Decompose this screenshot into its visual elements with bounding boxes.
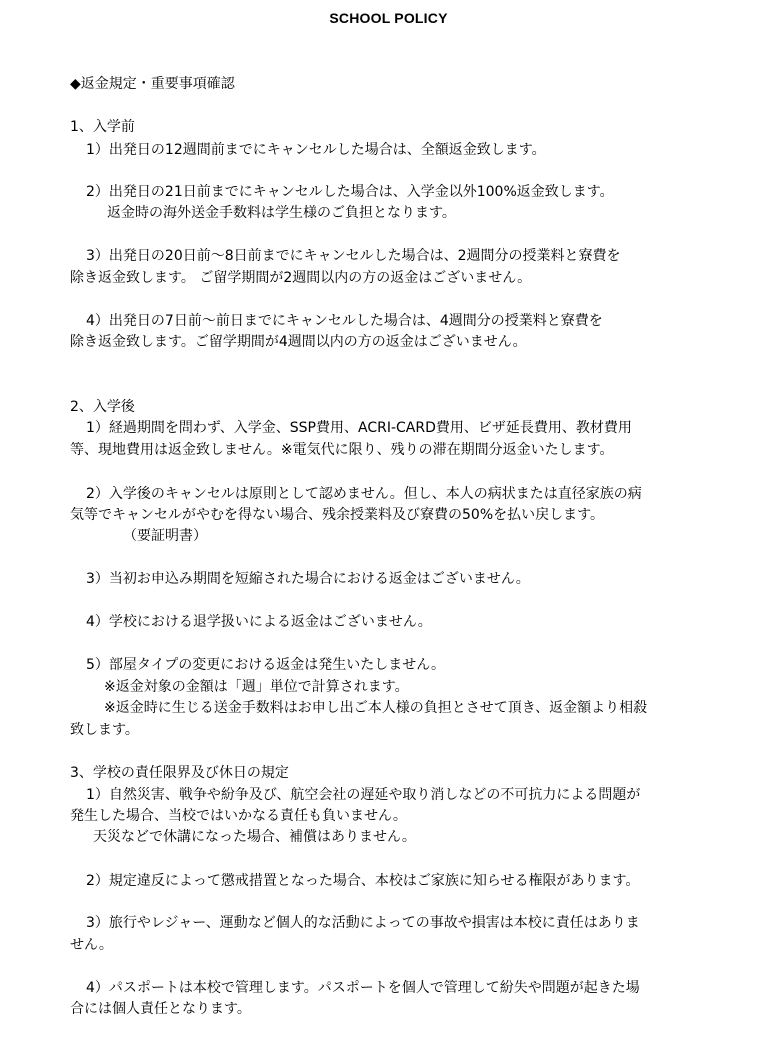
policy-line: 2）入学後のキャンセルは原則として認めません。但し、本人の病状または直径家族の病 [86, 486, 642, 502]
policy-line: 4）出発日の7日前～前日までにキャンセルした場合は、4週間分の授業料と寮費を [86, 313, 603, 329]
policy-line: 3）出発日の20日前～8日前までにキャンセルした場合は、2週間分の授業料と寮費を [86, 248, 621, 264]
policy-line: ※返金対象の金額は「週」単位で計算されます。 [104, 679, 409, 695]
policy-line: せん。 [70, 937, 113, 953]
policy-line: 除き返金致します。 ご留学期間が2週間以内の方の返金はございません。 [70, 270, 532, 286]
policy-line: 2）出発日の21日前までにキャンセルした場合は、入学金以外100%返金致します。 [86, 184, 614, 200]
policy-line: 返金時の海外送金手数料は学生様のご負担となります。 [107, 205, 456, 221]
policy-line: 5）部屋タイプの変更における返金は発生いたしません。 [86, 657, 446, 673]
policy-line: 1）経過期間を問わず、入学金、SSP費用、ACRI-CARD費用、ビザ延長費用、教材費用 [86, 420, 632, 436]
policy-line: 除き返金致します。ご留学期間が4週間以内の方の返金はございません。 [70, 334, 527, 350]
section-header-before-enrollment: 1、入学前 [70, 119, 135, 135]
policy-line: 天災などで休講になった場合、補償はありません。 [93, 829, 416, 845]
policy-line: 4）学校における退学扱いによる返金はございません。 [86, 614, 432, 630]
policy-line: 合には個人責任となります。 [70, 1001, 251, 1017]
policy-line: 等、現地費用は返金致しません。※電気代に限り、残りの滞在期間分返金いたします。 [70, 442, 614, 458]
policy-line: 3）旅行やレジャー、運動など個人的な活動によっての事故や損害は本校に責任はありま [86, 915, 640, 931]
section-header-after-enrollment: 2、入学後 [70, 399, 135, 415]
policy-line: 2）規定違反によって懲戒措置となった場合、本校はご家族に知らせる権限があります。 [86, 873, 640, 889]
policy-line: ※返金時に生じる送金手数料はお申し出ご本人様の負担とさせて頂き、返金額より相殺 [104, 700, 648, 716]
page-title: SCHOOL POLICY [329, 10, 448, 26]
policy-line: 発生した場合、当校ではいかなる責任も負いません。 [70, 808, 407, 824]
policy-line: 1）自然災害、戦争や紛争及び、航空会社の遅延や取り消しなどの不可抗力による問題が [86, 787, 641, 803]
policy-line: （要証明書） [123, 528, 207, 544]
policy-line: 1）出発日の12週間前までにキャンセルした場合は、全額返金致します。 [86, 142, 546, 158]
refund-heading: ◆返金規定・重要事項確認 [70, 76, 235, 92]
policy-line: 4）パスポートは本校で管理します。パスポートを個人で管理して紛失や問題が起きた場 [86, 980, 640, 996]
policy-line: 3）当初お申込み期間を短縮された場合における返金はございません。 [86, 571, 530, 587]
policy-line: 致します。 [70, 722, 139, 738]
section-header-school-liability: 3、学校の責任限界及び休日の規定 [70, 765, 289, 781]
policy-line: 気等でキャンセルがやむを得ない場合、残余授業料及び寮費の50%を払い戻します。 [70, 507, 604, 523]
